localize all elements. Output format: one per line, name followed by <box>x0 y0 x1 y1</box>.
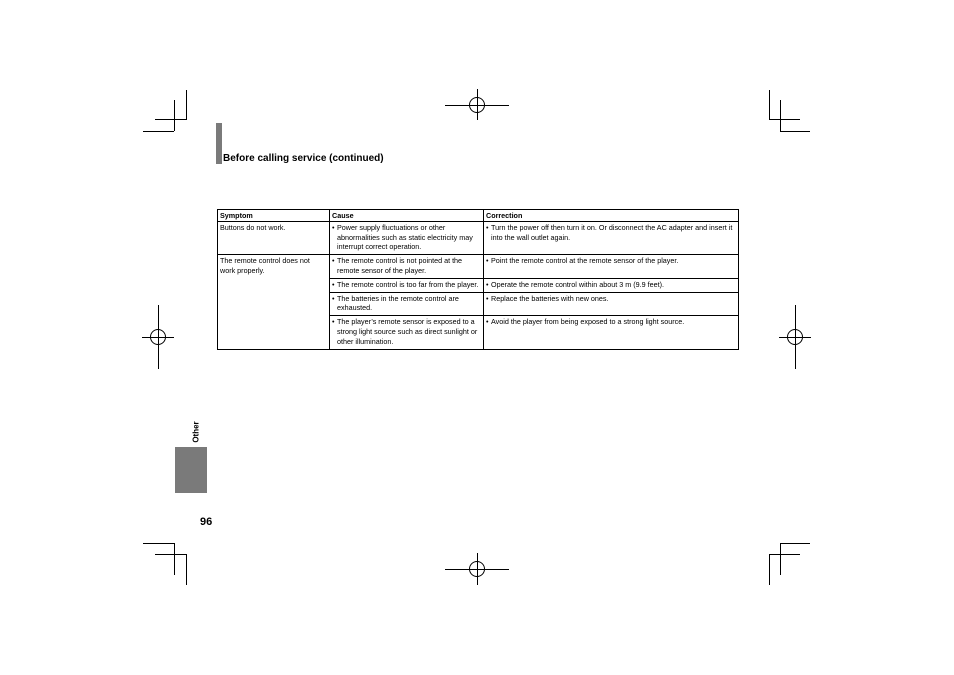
correction-cell <box>484 221 739 254</box>
cause-cell <box>330 278 484 292</box>
bullet: • <box>332 317 335 327</box>
crop-mark <box>780 131 810 132</box>
symptom-text: The remote control does not work properly. <box>220 256 310 275</box>
table-row <box>218 255 739 279</box>
crop-mark <box>143 543 174 544</box>
cause-cell <box>330 255 484 279</box>
registration-circle <box>469 561 485 577</box>
registration-circle <box>150 329 166 345</box>
registration-circle <box>787 329 803 345</box>
correction-text: Avoid the player from being exposed to a strong light source. <box>491 317 685 327</box>
cause-text: The remote control is too far from the player. <box>337 279 479 289</box>
crop-mark <box>155 119 186 120</box>
symptom-text: Buttons do not work. <box>220 222 286 232</box>
correction-cell <box>484 278 739 292</box>
cause-cell <box>330 316 484 349</box>
symptom-cell <box>218 221 330 254</box>
crop-mark <box>769 554 800 555</box>
table-header-row <box>218 210 739 222</box>
correction-text: Turn the power off then turn it on. Or disconnect the AC adapter and insert it into the wall outlet again. <box>491 222 733 242</box>
column-header-symptom: Symptom <box>218 210 330 222</box>
table-row <box>218 221 739 254</box>
crop-mark <box>780 543 810 544</box>
column-header-correction: Correction <box>484 210 739 222</box>
crop-mark <box>186 90 187 120</box>
bullet: • <box>486 256 489 266</box>
cause-text: Power supply fluctuations or other abnormalities such as static electricity may interrupt correct operation. <box>337 222 473 252</box>
correction-cell <box>484 255 739 279</box>
crop-mark <box>780 543 781 575</box>
cause-cell <box>330 292 484 316</box>
crop-mark <box>174 100 175 131</box>
bullet: • <box>332 222 335 232</box>
correction-text: Point the remote control at the remote sensor of the player. <box>491 256 679 266</box>
correction-text: Operate the remote control within about 3 m (9.9 feet). <box>491 279 664 289</box>
correction-text: Replace the batteries with new ones. <box>491 293 609 303</box>
cause-text: The remote control is not pointed at the remote sensor of the player. <box>337 256 463 275</box>
bullet: • <box>332 279 335 289</box>
bullet: • <box>332 256 335 266</box>
crop-mark <box>143 131 174 132</box>
crop-mark <box>174 543 175 575</box>
crop-mark <box>186 554 187 585</box>
bullet: • <box>332 293 335 303</box>
heading-accent-bar <box>216 123 222 164</box>
bullet: • <box>486 293 489 303</box>
crop-mark <box>780 100 781 131</box>
troubleshooting-table <box>217 209 739 350</box>
bullet: • <box>486 222 489 232</box>
crop-mark <box>769 554 770 585</box>
column-header-cause: Cause <box>330 210 484 222</box>
page-number: 96 <box>200 516 213 528</box>
side-tab <box>175 447 207 493</box>
cause-text: The player’s remote sensor is exposed to a strong light source such as direct sunlight or other illumination. <box>337 317 478 346</box>
crop-mark <box>155 554 186 555</box>
cause-text: The batteries in the remote control are exhausted. <box>337 293 459 313</box>
bullet: • <box>486 317 489 327</box>
crop-mark <box>769 90 770 120</box>
correction-cell <box>484 316 739 349</box>
page-title: Before calling service (continued) <box>223 153 384 164</box>
cause-cell <box>330 221 484 254</box>
crop-mark <box>769 119 800 120</box>
bullet: • <box>486 279 489 289</box>
symptom-cell <box>218 255 330 349</box>
registration-circle <box>469 97 485 113</box>
correction-cell <box>484 292 739 316</box>
side-tab-label: Other <box>191 421 201 443</box>
